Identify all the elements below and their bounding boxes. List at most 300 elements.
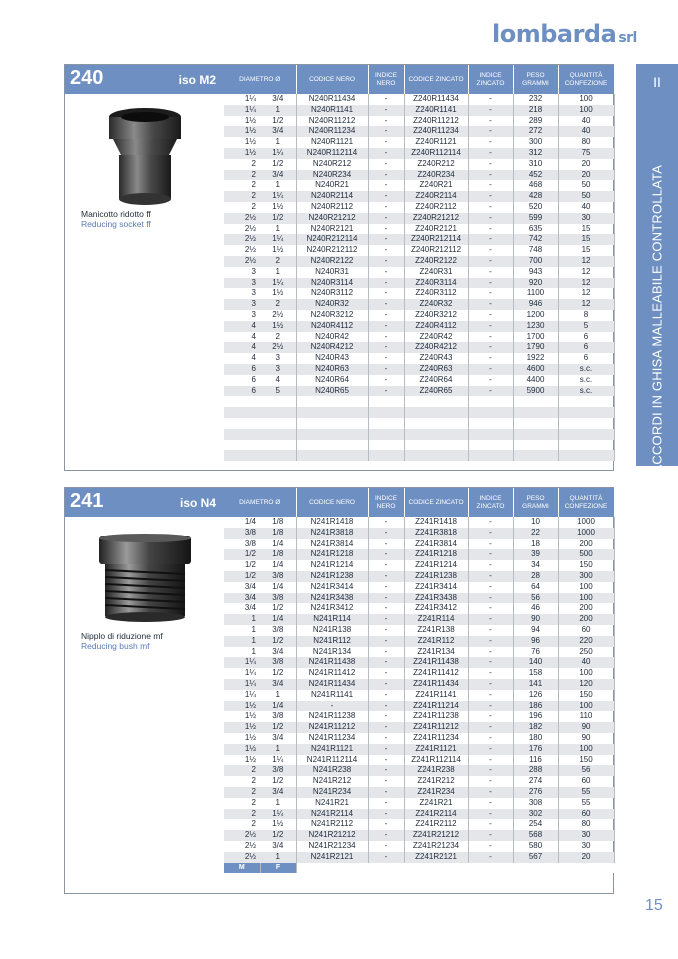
table-cell: - xyxy=(368,213,404,224)
table-cell: Z240R4212 xyxy=(404,342,468,353)
table-cell: Z240R112114 xyxy=(404,148,468,159)
table-row xyxy=(224,137,614,148)
table-cell: 1¼ xyxy=(260,755,296,766)
table-cell: N241R3818 xyxy=(296,528,368,539)
table-cell: - xyxy=(468,571,513,582)
table-cell: - xyxy=(368,593,404,604)
table-cell: - xyxy=(368,288,404,299)
table-cell: 2 xyxy=(224,765,260,776)
table-cell: 100 xyxy=(558,744,614,755)
table-cell: - xyxy=(468,647,513,658)
table-cell: - xyxy=(368,299,404,310)
table-cell: N240R11212 xyxy=(296,116,368,127)
table-cell: - xyxy=(468,105,513,116)
table-cell: 1¼ xyxy=(244,689,256,699)
table-cell: Z240R65 xyxy=(404,386,468,397)
table-cell: Z240R3212 xyxy=(404,310,468,321)
table-cell: 15 xyxy=(558,234,614,245)
table-row xyxy=(224,94,614,105)
table-cell: - xyxy=(468,603,513,614)
empty-row xyxy=(224,418,614,429)
table-cell: 30 xyxy=(558,841,614,852)
table-cell: 3/8 xyxy=(244,538,256,548)
table-cell: 568 xyxy=(513,830,558,841)
table-cell: 150 xyxy=(558,560,614,571)
product-name-en: Reducing bush mf xyxy=(81,641,150,651)
table-cell: 1/4 xyxy=(260,582,296,593)
table-cell: 1 xyxy=(260,744,296,755)
table-cell: - xyxy=(368,94,404,105)
column-header: CODICE ZINCATO xyxy=(404,488,468,517)
table-cell: N240R212 xyxy=(296,159,368,170)
table-cell: 3 xyxy=(224,299,260,310)
table-cell: 20 xyxy=(558,170,614,181)
column-header: DIAMETRO Ø xyxy=(224,65,296,94)
table-cell: - xyxy=(468,170,513,181)
table-cell: - xyxy=(468,809,513,820)
table-row xyxy=(224,364,614,375)
table-cell: N240R112114 xyxy=(296,148,368,159)
table-cell: 1 xyxy=(260,798,296,809)
table-cell: Z241R1141 xyxy=(404,690,468,701)
table-cell: 1/4 xyxy=(244,517,256,526)
table-row xyxy=(224,332,614,343)
table-cell: N241R1121 xyxy=(296,744,368,755)
empty-row xyxy=(224,407,614,418)
table-cell: 2 xyxy=(224,787,260,798)
table-cell: - xyxy=(368,571,404,582)
table-row xyxy=(224,798,614,809)
table-cell: 1¼ xyxy=(260,148,296,159)
brand-name: lombarda xyxy=(492,20,617,48)
table-cell: N240R234 xyxy=(296,170,368,181)
table-cell: 1200 xyxy=(513,310,558,321)
table-cell: - xyxy=(468,549,513,560)
table-cell: N240R32 xyxy=(296,299,368,310)
table-cell: Z240R64 xyxy=(404,375,468,386)
table-cell: - xyxy=(468,668,513,679)
table-cell: 100 xyxy=(558,593,614,604)
table-cell: 6 xyxy=(558,342,614,353)
table-cell: N241R1141 xyxy=(296,690,368,701)
table-row xyxy=(224,636,614,647)
table-cell: 3/4 xyxy=(260,126,296,137)
table-cell: - xyxy=(368,234,404,245)
table-cell: 3/4 xyxy=(260,733,296,744)
table-cell: N241R11434 xyxy=(296,679,368,690)
table-cell: Z240R31 xyxy=(404,267,468,278)
column-header: PESO GRAMMI xyxy=(513,488,558,517)
table-cell: N240R3114 xyxy=(296,278,368,289)
table-row xyxy=(224,765,614,776)
table-cell: 20 xyxy=(558,159,614,170)
table-cell: 1 xyxy=(260,137,296,148)
table-cell: 158 xyxy=(513,668,558,679)
table-cell: 40 xyxy=(558,126,614,137)
table-cell: - xyxy=(368,603,404,614)
table-cell: - xyxy=(368,126,404,137)
table-cell: 3/8 xyxy=(260,571,296,582)
table-cell: 176 xyxy=(513,744,558,755)
table-cell: N241R11238 xyxy=(296,711,368,722)
table-cell: 28 xyxy=(513,571,558,582)
table-cell: - xyxy=(368,137,404,148)
table-cell: Z241R2121 xyxy=(404,852,468,863)
table-cell: 4600 xyxy=(513,364,558,375)
table-cell: 4 xyxy=(251,331,256,341)
column-header: INDICE NERO xyxy=(368,65,404,94)
empty-row xyxy=(224,450,614,461)
table-cell: 4 xyxy=(260,375,296,386)
table-cell: 2½ xyxy=(224,256,260,267)
table-cell: 2 xyxy=(224,191,260,202)
table-cell: Z240R11212 xyxy=(404,116,468,127)
table-cell: Z241R114 xyxy=(404,614,468,625)
table-row xyxy=(224,191,614,202)
table-cell: - xyxy=(468,711,513,722)
table-cell: 90 xyxy=(513,614,558,625)
table-cell: - xyxy=(368,170,404,181)
table-cell: N241R1214 xyxy=(296,560,368,571)
table-cell: 3 xyxy=(251,309,256,319)
table-cell: - xyxy=(368,224,404,235)
table-cell: 1/4 xyxy=(260,614,296,625)
table-cell: 2½ xyxy=(224,234,260,245)
column-header: QUANTITÀ CONFEZIONE xyxy=(558,65,614,94)
table-cell: 308 xyxy=(513,798,558,809)
table-cell: - xyxy=(368,116,404,127)
table-cell: - xyxy=(468,582,513,593)
table-cell: 580 xyxy=(513,841,558,852)
table-cell: 3 xyxy=(260,364,296,375)
table-cell: - xyxy=(368,755,404,766)
table-cell: 40 xyxy=(558,202,614,213)
table-cell: Z241R1238 xyxy=(404,571,468,582)
table-cell: 2½ xyxy=(244,245,256,255)
table-cell: 1/8 xyxy=(260,517,296,528)
table-cell: - xyxy=(368,819,404,830)
table-cell: - xyxy=(368,701,404,712)
table-cell: - xyxy=(368,321,404,332)
column-header: CODICE NERO xyxy=(296,65,368,94)
table-row xyxy=(224,787,614,798)
table-cell: N241R2114 xyxy=(296,809,368,820)
table-cell: 520 xyxy=(513,202,558,213)
table-cell: - xyxy=(468,137,513,148)
table-cell: 1½ xyxy=(260,288,296,299)
table-cell: N241R112114 xyxy=(296,755,368,766)
table-cell: 100 xyxy=(558,582,614,593)
table-cell: - xyxy=(368,549,404,560)
table-cell: - xyxy=(468,256,513,267)
empty-row xyxy=(224,396,614,407)
table-row xyxy=(224,657,614,668)
table-cell: Z240R11434 xyxy=(404,94,468,105)
table-cell: 116 xyxy=(513,755,558,766)
table-cell: 2 xyxy=(224,809,260,820)
table-cell: 8 xyxy=(558,310,614,321)
table-cell: 15 xyxy=(558,224,614,235)
table-cell: - xyxy=(468,528,513,539)
table-cell: - xyxy=(368,841,404,852)
table-cell: 126 xyxy=(513,690,558,701)
table-cell: - xyxy=(468,733,513,744)
table-cell: N240R11434 xyxy=(296,94,368,105)
table-cell: 96 xyxy=(513,636,558,647)
table-cell: 1/2 xyxy=(260,636,296,647)
table-cell: 5 xyxy=(558,321,614,332)
table-cell: 150 xyxy=(558,690,614,701)
table-cell: N241R2121 xyxy=(296,852,368,863)
table-cell: N240R11234 xyxy=(296,126,368,137)
table-cell: 567 xyxy=(513,852,558,863)
table-row xyxy=(224,744,614,755)
table-row xyxy=(224,819,614,830)
brand-suffix: srl xyxy=(618,30,637,46)
table-cell: 254 xyxy=(513,819,558,830)
table-cell: - xyxy=(468,310,513,321)
table-cell: 288 xyxy=(513,765,558,776)
table-cell: - xyxy=(468,180,513,191)
table-cell: 1¼ xyxy=(260,278,296,289)
table-cell: 2 xyxy=(260,256,296,267)
iso-code: iso N4 xyxy=(179,496,216,510)
table-cell: N240R31 xyxy=(296,267,368,278)
table-cell: 100 xyxy=(558,94,614,105)
table-cell: Z240R21 xyxy=(404,180,468,191)
table-cell: 50 xyxy=(558,180,614,191)
table-cell: Z240R212114 xyxy=(404,234,468,245)
table-cell: 2 xyxy=(260,332,296,343)
table-cell: - xyxy=(468,332,513,343)
table-cell: N241R138 xyxy=(296,625,368,636)
table-cell: - xyxy=(468,517,513,528)
empty-row xyxy=(224,429,614,440)
table-cell: - xyxy=(468,364,513,375)
table-cell: 5900 xyxy=(513,386,558,397)
table-row xyxy=(224,342,614,353)
table-cell: 3/4 xyxy=(260,787,296,798)
table-cell: 1½ xyxy=(244,732,256,742)
reducing-socket-photo xyxy=(65,103,224,213)
table-row xyxy=(224,517,614,528)
table-cell: Z241R3414 xyxy=(404,582,468,593)
table-cell: 1/2 xyxy=(260,830,296,841)
table-cell: N240R3212 xyxy=(296,310,368,321)
table-cell: N241R11438 xyxy=(296,657,368,668)
table-cell: 3/4 xyxy=(260,647,296,658)
table-cell: 1 xyxy=(260,852,296,863)
table-cell: 2 xyxy=(260,299,296,310)
table-cell: 1/4 xyxy=(260,539,296,550)
table-cell: N240R2112 xyxy=(296,202,368,213)
table-cell: 80 xyxy=(558,819,614,830)
table-cell: - xyxy=(368,657,404,668)
table-cell: - xyxy=(368,560,404,571)
table-cell: 50 xyxy=(558,191,614,202)
table-cell: 1230 xyxy=(513,321,558,332)
table-cell: 6 xyxy=(224,364,260,375)
table-cell: - xyxy=(368,245,404,256)
table-cell: N240R2114 xyxy=(296,191,368,202)
table-cell: 80 xyxy=(558,137,614,148)
table-cell: - xyxy=(468,690,513,701)
table-cell: 428 xyxy=(513,191,558,202)
table-cell: - xyxy=(468,722,513,733)
table-cell: 4 xyxy=(224,342,260,353)
table-row xyxy=(224,647,614,658)
table-cell: N241R3412 xyxy=(296,603,368,614)
table-cell: - xyxy=(468,701,513,712)
table-cell: 1700 xyxy=(513,332,558,343)
chapter-side-tab xyxy=(636,64,678,484)
table-cell: - xyxy=(368,830,404,841)
table-row xyxy=(224,234,614,245)
table-cell: 40 xyxy=(558,116,614,127)
table-cell: - xyxy=(368,353,404,364)
table-cell: 1/4 xyxy=(260,701,296,712)
table-cell: 100 xyxy=(558,668,614,679)
table-cell: 1¼ xyxy=(224,679,260,690)
table-cell: 1/8 xyxy=(260,549,296,560)
table-cell: - xyxy=(468,657,513,668)
table-cell: 1¼ xyxy=(244,94,256,103)
table-cell: 1/2 xyxy=(260,159,296,170)
table-cell: - xyxy=(468,278,513,289)
table-cell: Z240R2112 xyxy=(404,202,468,213)
table-cell: - xyxy=(368,722,404,733)
table-row xyxy=(224,593,614,604)
table-cell: 1½ xyxy=(224,701,260,712)
table-cell: 300 xyxy=(513,137,558,148)
table-cell: Z241R1418 xyxy=(404,517,468,528)
table-cell: N241R1238 xyxy=(296,571,368,582)
table-cell: 1½ xyxy=(244,115,256,125)
table-cell: 3/8 xyxy=(260,625,296,636)
table-cell: 2 xyxy=(251,776,256,786)
table-row xyxy=(224,310,614,321)
table-cell: 90 xyxy=(558,722,614,733)
table-cell: 186 xyxy=(513,701,558,712)
table-cell: N240R212114 xyxy=(296,234,368,245)
table-cell: - xyxy=(468,116,513,127)
table-cell: 120 xyxy=(558,679,614,690)
table-cell: - xyxy=(468,841,513,852)
table-row xyxy=(224,299,614,310)
table-cell: 1000 xyxy=(558,517,614,528)
table-cell: 3/8 xyxy=(260,657,296,668)
table-cell: N241R3414 xyxy=(296,582,368,593)
table-cell: 34 xyxy=(513,560,558,571)
table-cell: 46 xyxy=(513,603,558,614)
table-row xyxy=(224,159,614,170)
table-cell: 1½ xyxy=(244,754,256,764)
table-cell: 94 xyxy=(513,625,558,636)
table-cell: Z241R112114 xyxy=(404,755,468,766)
table-cell: 500 xyxy=(558,549,614,560)
table-cell: 1½ xyxy=(260,321,296,332)
table-cell: - xyxy=(368,191,404,202)
table-cell: 1½ xyxy=(224,722,260,733)
table-cell: 3 xyxy=(260,353,296,364)
table-cell: Z240R2121 xyxy=(404,224,468,235)
table-cell: 1790 xyxy=(513,342,558,353)
table-cell: - xyxy=(368,278,404,289)
table-cell: 182 xyxy=(513,722,558,733)
table-cell: 1/2 xyxy=(260,213,296,224)
table-cell: 180 xyxy=(513,733,558,744)
table-cell: 1¼ xyxy=(224,657,260,668)
table-cell: - xyxy=(468,234,513,245)
table-cell: N240R4112 xyxy=(296,321,368,332)
table-cell: 1¼ xyxy=(260,191,296,202)
table-cell: - xyxy=(468,299,513,310)
table-cell: Z240R11234 xyxy=(404,126,468,137)
table-row xyxy=(224,690,614,701)
table-cell: - xyxy=(368,332,404,343)
table-cell: 1/2 xyxy=(260,668,296,679)
table-cell: 1/2 xyxy=(224,571,260,582)
table-cell: 3 xyxy=(251,266,256,276)
table-cell: 6 xyxy=(558,353,614,364)
table-cell: 289 xyxy=(513,116,558,127)
section-header xyxy=(65,65,224,94)
table-cell: 12 xyxy=(558,288,614,299)
table-cell: 1¼ xyxy=(260,809,296,820)
table-cell: 100 xyxy=(558,105,614,116)
table-cell: N241R112 xyxy=(296,636,368,647)
table-cell: Z241R212 xyxy=(404,776,468,787)
table-cell: N241R11234 xyxy=(296,733,368,744)
table-cell: - xyxy=(468,191,513,202)
table-cell: 302 xyxy=(513,809,558,820)
table-cell: 635 xyxy=(513,224,558,235)
table-cell: Z240R4112 xyxy=(404,321,468,332)
table-cell: 3/4 xyxy=(260,841,296,852)
table-cell: N240R42 xyxy=(296,332,368,343)
table-cell: N241R11212 xyxy=(296,722,368,733)
table-cell: N240R3112 xyxy=(296,288,368,299)
table-cell: N241R21212 xyxy=(296,830,368,841)
table-cell: N240R2122 xyxy=(296,256,368,267)
table-cell: Z240R1141 xyxy=(404,105,468,116)
table-row xyxy=(224,582,614,593)
table-row xyxy=(224,353,614,364)
table-cell: - xyxy=(468,765,513,776)
table-cell: N240R43 xyxy=(296,353,368,364)
table-cell: N241R234 xyxy=(296,787,368,798)
table-row xyxy=(224,148,614,159)
table-cell: 200 xyxy=(558,614,614,625)
table-cell: Z240R32 xyxy=(404,299,468,310)
table-cell: N240R1141 xyxy=(296,105,368,116)
table-cell: 1 xyxy=(224,636,260,647)
table-cell: - xyxy=(468,224,513,235)
table-cell: - xyxy=(468,213,513,224)
chapter-title: RACCORDI IN GHISA MALLEABILE CONTROLLATA xyxy=(649,164,665,484)
table-cell: 1 xyxy=(260,690,296,701)
section-header xyxy=(65,488,224,517)
table-cell: 30 xyxy=(558,830,614,841)
table-cell: - xyxy=(468,830,513,841)
column-header: PESO GRAMMI xyxy=(513,65,558,94)
table-row xyxy=(224,386,614,397)
table-cell: 1 xyxy=(260,224,296,235)
table-cell: 1½ xyxy=(224,126,260,137)
table-cell: 232 xyxy=(513,94,558,105)
table-cell: N241R238 xyxy=(296,765,368,776)
table-row xyxy=(224,614,614,625)
